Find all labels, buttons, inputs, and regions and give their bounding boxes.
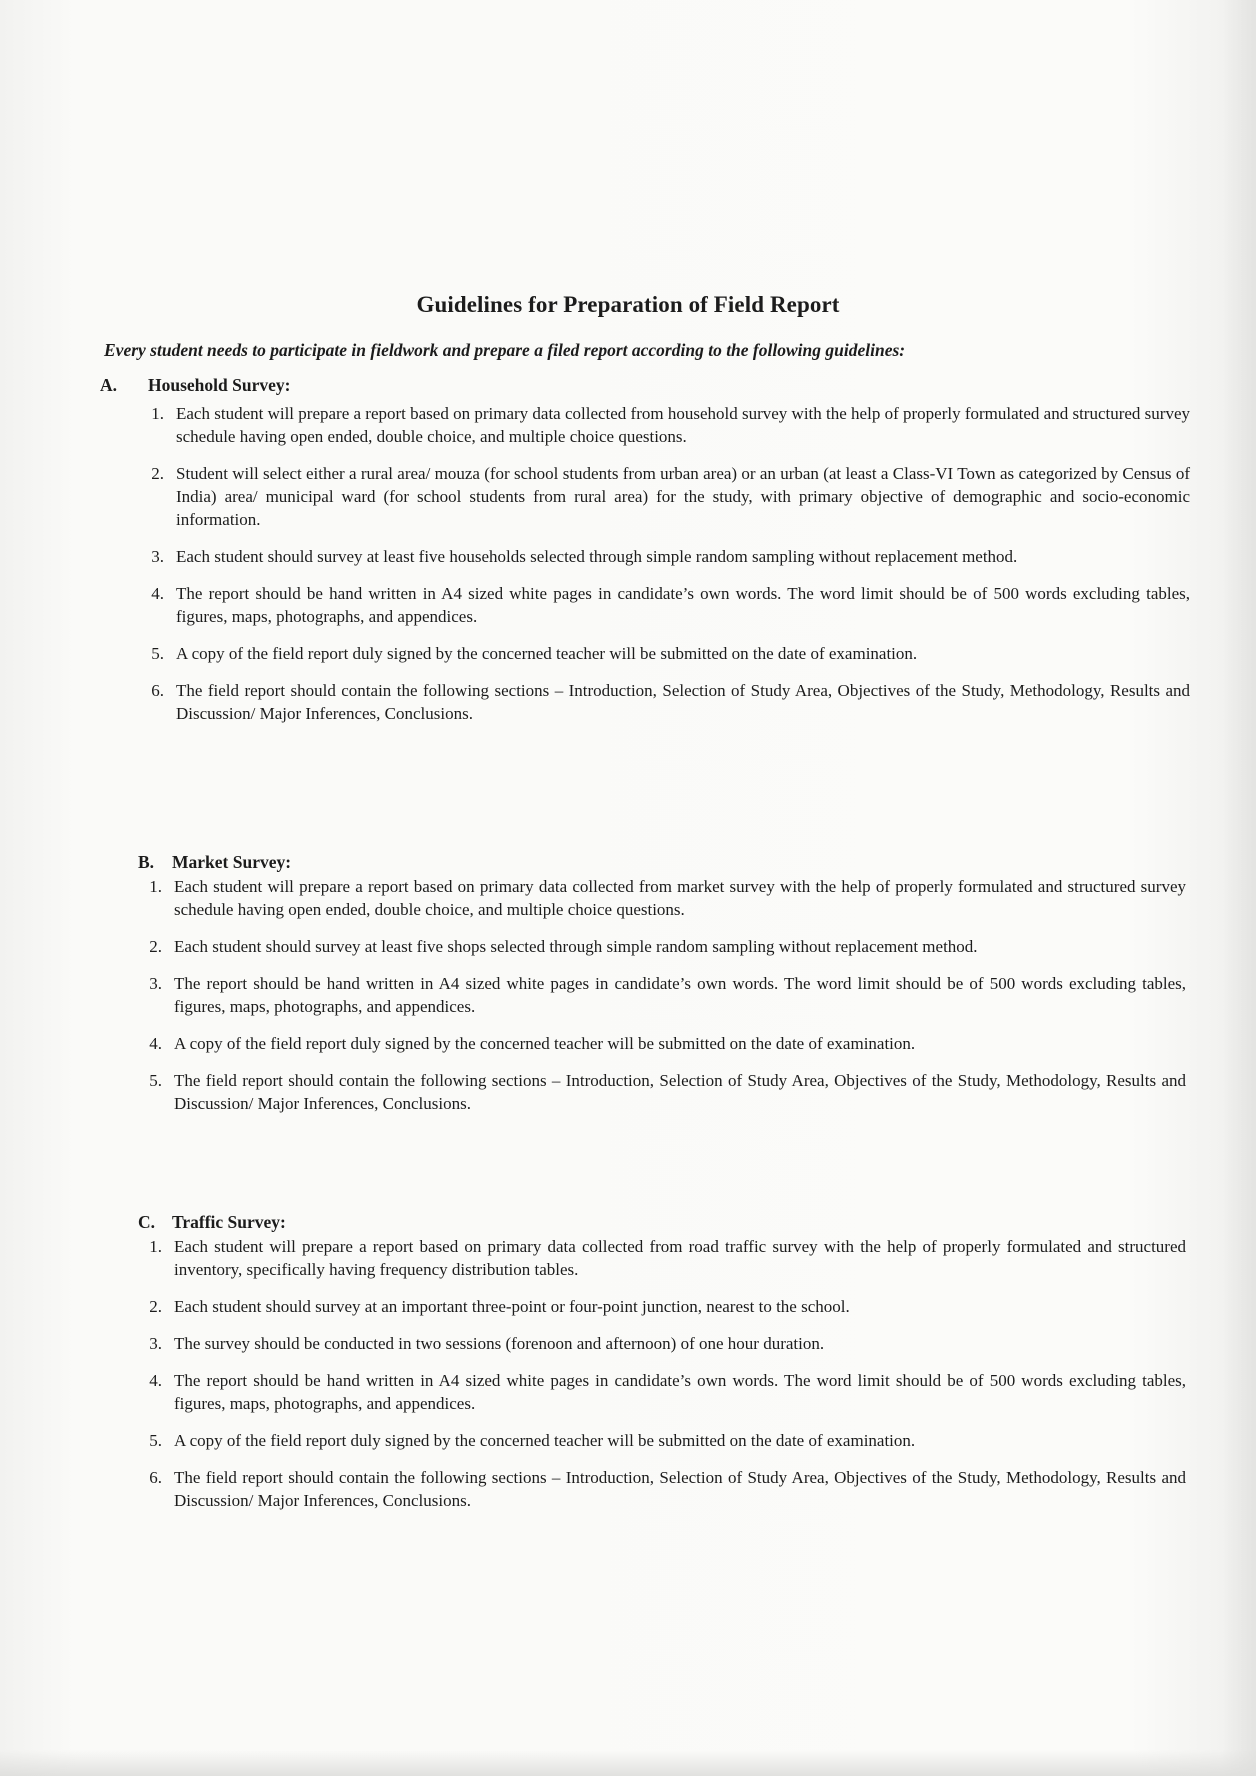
list-item [106, 1332, 1186, 1355]
item-number: 3. [149, 1334, 162, 1353]
item-number: 2. [149, 1297, 162, 1316]
section-heading [138, 852, 1186, 873]
section-household-survey [100, 375, 1190, 725]
item-text: The report should be hand written in A4 sized white pages in candidate’s own words. The word limit should be of 500 words excluding tables, figures, maps, photographs, and appendices. [174, 974, 1186, 1016]
item-number: 5. [149, 1431, 162, 1450]
item-text: The report should be hand written in A4 sized white pages in candidate’s own words. The word limit should be of 500 words excluding tables, figures, maps, photographs, and appendices. [176, 584, 1190, 626]
item-number: 3. [151, 547, 164, 566]
item-number: 2. [151, 464, 164, 483]
item-text: The survey should be conducted in two sessions (forenoon and afternoon) of one hour duration. [174, 1334, 825, 1353]
item-number: 1. [149, 877, 162, 896]
item-text: Each student will prepare a report based on primary data collected from household survey with the help of properly formulated and structured survey schedule having open ended, double choice, and multiple choice questions. [176, 404, 1190, 446]
item-number: 2. [149, 937, 162, 956]
list-item [100, 679, 1190, 725]
item-number: 5. [149, 1071, 162, 1090]
item-number: 6. [149, 1468, 162, 1487]
section-heading [100, 375, 1190, 396]
item-text: Each student will prepare a report based on primary data collected from road traffic survey with the help of properly formulated and structured inventory, specifically having frequency distribution tables. [174, 1237, 1186, 1279]
item-number: 6. [151, 681, 164, 700]
section-market-survey [138, 852, 1186, 1115]
list-item [100, 642, 1190, 665]
scan-shadow-right [1222, 0, 1256, 1776]
list-item [106, 875, 1186, 921]
guideline-list [100, 402, 1190, 725]
item-text: A copy of the field report duly signed by the concerned teacher will be submitted on the date of examination. [174, 1431, 916, 1450]
list-item [100, 402, 1190, 448]
list-item [100, 545, 1190, 568]
item-number: 4. [151, 584, 164, 603]
item-number: 1. [151, 404, 164, 423]
item-number: 4. [149, 1371, 162, 1390]
list-item [106, 1369, 1186, 1415]
list-item [106, 972, 1186, 1018]
item-text: The field report should contain the following sections – Introduction, Selection of Study Area, Objectives of the Study, Methodology, Results and Discussion/ Major Inferences, Conclusions. [174, 1071, 1186, 1113]
section-letter: A. [100, 375, 118, 395]
section-traffic-survey [138, 1212, 1186, 1512]
page-title: Guidelines for Preparation of Field Report [416, 292, 840, 317]
item-text: Each student should survey at least five households selected through simple random sampling without replacement method. [176, 547, 1018, 566]
item-number: 3. [149, 974, 162, 993]
list-item [106, 1235, 1186, 1281]
item-text: A copy of the field report duly signed by the concerned teacher will be submitted on the date of examination. [174, 1034, 916, 1053]
list-item [106, 1295, 1186, 1318]
list-item [106, 1069, 1186, 1115]
section-title: Market Survey: [172, 852, 292, 872]
guideline-list [106, 1235, 1186, 1512]
item-text: The report should be hand written in A4 sized white pages in candidate’s own words. The word limit should be of 500 words excluding tables, figures, maps, photographs, and appendices. [174, 1371, 1186, 1413]
intro-statement: Every student needs to participate in fieldwork and prepare a filed report according to the following guidelines: [104, 340, 906, 360]
section-title: Traffic Survey: [172, 1212, 286, 1232]
item-number: 5. [151, 644, 164, 663]
list-item [106, 935, 1186, 958]
item-text: The field report should contain the following sections – Introduction, Selection of Study Area, Objectives of the Study, Methodology, Results and Discussion/ Major Inferences, Conclusions. [176, 681, 1190, 723]
item-number: 1. [149, 1237, 162, 1256]
item-text: A copy of the field report duly signed by the concerned teacher will be submitted on the date of examination. [176, 644, 918, 663]
list-item [100, 582, 1190, 628]
section-heading [138, 1212, 1186, 1233]
list-item [106, 1429, 1186, 1452]
item-text: Each student should survey at least five shops selected through simple random sampling without replacement method. [174, 937, 978, 956]
list-item [100, 462, 1190, 531]
list-item [106, 1466, 1186, 1512]
list-item [106, 1032, 1186, 1055]
section-title: Household Survey: [148, 375, 291, 395]
section-letter: C. [138, 1212, 156, 1232]
guideline-list [106, 875, 1186, 1115]
item-number: 4. [149, 1034, 162, 1053]
item-text: The field report should contain the following sections – Introduction, Selection of Study Area, Objectives of the Study, Methodology, Results and Discussion/ Major Inferences, Conclusions. [174, 1468, 1186, 1510]
item-text: Student will select either a rural area/ mouza (for school students from urban area) or an urban (at least a Class-VI Town as categorized by Census of India) area/ municipal ward (for school students from rural area) for the study, with primary objective of demographic and socio-economic information. [176, 464, 1190, 529]
item-text: Each student will prepare a report based on primary data collected from market survey with the help of properly formulated and structured survey schedule having open ended, double choice, and multiple choice questions. [174, 877, 1186, 919]
item-text: Each student should survey at an important three-point or four-point junction, nearest to the school. [174, 1297, 850, 1316]
section-letter: B. [138, 852, 155, 872]
scan-shadow-bottom [0, 1750, 1256, 1776]
